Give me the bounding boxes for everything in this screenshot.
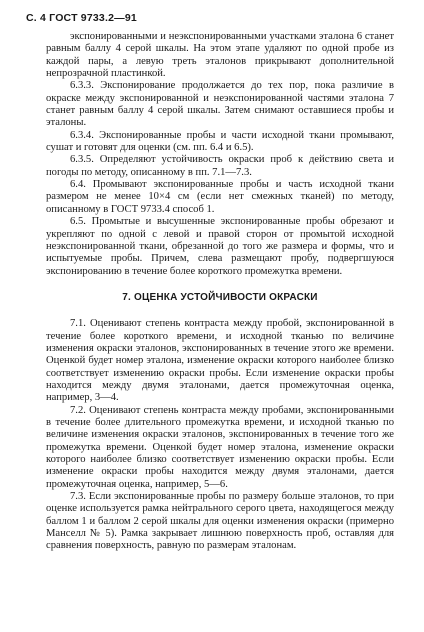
paragraph-7-2: 7.2. Оценивают степень контраста между пробами, экспонированными в течение более длительного промежутка времени, и исходной тканью по величине изменения окраски эталонов, экспонированных в течение того же промежутка времени. Оценкой будет номер эталона, изменение окраски которого наиболее близко соответствует изменению окраски пробы. Если изменение окраски пробы находится между двумя эталонами, дается промежуточная оценка, например, 5—6. [46, 404, 394, 490]
paragraph-6-3-4: 6.3.4. Экспонированные пробы и части исходной ткани промывают, сушат и готовят для оценки (см. пп. 6.4 и 6.5). [46, 129, 394, 154]
page-header: С. 4 ГОСТ 9733.2—91 [26, 12, 137, 24]
paragraph-7-3: 7.3. Если экспонированные пробы по размеру больше эталонов, то при оценке используется рамка нейтрального серого цвета, находящегося между баллом 1 и баллом 2 серой шкалы для оценки изменения окраски (примерно Манселл № 5). Рамка закрывает лишнюю поверхность проб, оставляя для сравнения поверхность, равную по размерам эталонам. [46, 491, 394, 552]
document-body [46, 31, 394, 553]
paragraph-6-3-3: 6.3.3. Экспонирование продолжается до тех пор, пока различие в окраске между экспонированной и неэкспонированной частями эталона 7 станет равным баллу 4 серой шкалы. Затем снимают оставшиеся пробы и эталоны. [46, 80, 394, 129]
paragraph-6-4: 6.4. Промывают экспонированные пробы и часть исходной ткани размером не менее 10×4 см (если нет смежных тканей) по методу, описанному в ГОСТ 9733.4 способ 1. [46, 179, 394, 215]
paragraph-6-5: 6.5. Промытые и высушенные экспонированные пробы обрезают и укрепляют по одной с левой и правой сторон от промытой исходной неэкспонированной ткани, обрезанной до того же размера и формы, что и испытуемые пробы. Причем, слева размещают пробу, подвергшуюся экспонированию в течение более короткого промежутка времени. [46, 216, 394, 277]
section-title: 7. ОЦЕНКА УСТОЙЧИВОСТИ ОКРАСКИ [122, 291, 318, 303]
paragraph-6-3-5: 6.3.5. Определяют устойчивость окраски проб к действию света и погоды по методу, описанному в пп. 7.1—7.3. [46, 154, 394, 178]
paragraph-7-1: 7.1. Оценивают степень контраста между пробой, экспонированной в течение более короткого времени, и исходной тканью по величине изменения окраски эталонов, экспонированных в течение этого же времени. Оценкой будет номер эталона, изменение окраски которого наиболее близко соответствует изменению окраски пробы. Если изменение окраски пробы находится между двумя эталонами, дается промежуточная оценка, например, 3—4. [46, 318, 394, 404]
paragraph-continuation: экспонированными и неэкспонированными участками эталона 6 станет равным баллу 4 серой шкалы. На этом этапе удаляют по одной пробе из каждой пары, а левую треть эталонов прикрывают дополнительной непрозрачной пластинкой. [46, 31, 394, 80]
